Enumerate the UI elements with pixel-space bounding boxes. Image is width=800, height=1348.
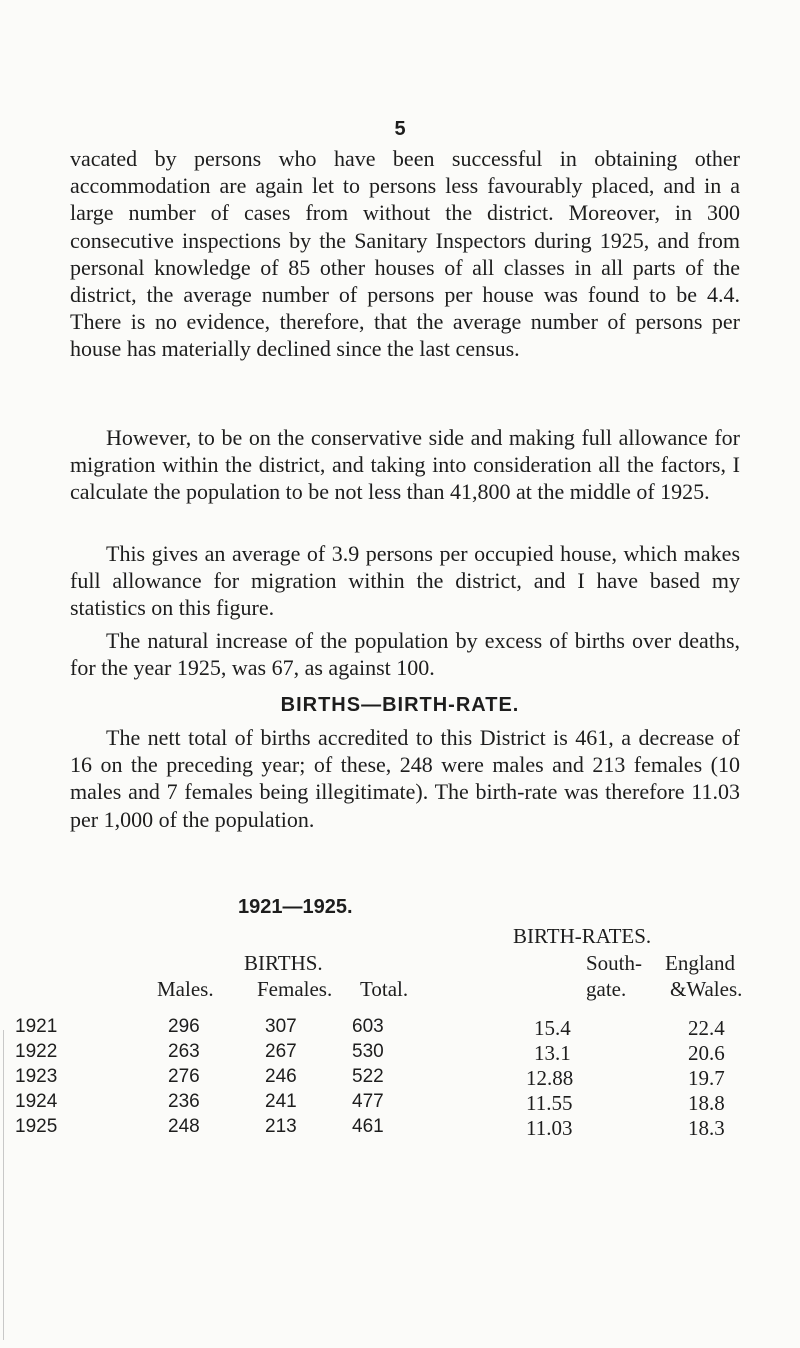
row-southgate-rate: 13.1: [534, 1041, 571, 1065]
row-males: 296: [168, 1016, 200, 1037]
row-females: 213: [265, 1116, 297, 1137]
row-england-rate: 18.3: [688, 1116, 725, 1140]
row-males: 248: [168, 1116, 200, 1137]
col-males: Males.: [157, 977, 214, 1001]
row-males: 276: [168, 1066, 200, 1087]
row-southgate-rate: 11.55: [526, 1091, 573, 1115]
row-southgate-rate: 11.03: [526, 1116, 573, 1140]
section-heading: BIRTHS—BIRTH-RATE.: [280, 694, 520, 716]
row-year: 1923: [15, 1066, 58, 1087]
page-number: 5: [394, 118, 406, 140]
row-total: 530: [352, 1041, 384, 1062]
paragraph-natural-increase: The natural increase of the population by excess of births over deaths, for the year 1925, was 67, as against 100.: [70, 628, 740, 681]
col-females: Females.: [257, 977, 333, 1001]
col-southgate-line2: gate.: [586, 977, 627, 1001]
row-year: 1924: [15, 1091, 58, 1112]
paragraph-population-density: vacated by persons who have been successful in obtaining other accommodation are again let to persons less favourably placed, and in a large number of cases from without the district. Moreover, in 300 consecutive inspections by the Sanitary Inspectors during 1925, and from personal knowledge of 85 other houses of all classes in all parts of the district, the average number of persons per house was found to be 4.4. There is no evidence, therefore, that the average number of persons per house has materially declined since the last census.: [70, 146, 740, 362]
col-england-line2: &Wales.: [670, 977, 743, 1001]
col-england-line1: England: [665, 951, 735, 975]
row-england-rate: 18.8: [688, 1091, 725, 1115]
row-southgate-rate: 12.88: [526, 1066, 574, 1090]
page-edge-mark: [3, 1030, 4, 1340]
row-total: 477: [352, 1091, 384, 1112]
row-year: 1922: [15, 1041, 58, 1062]
col-southgate-line1: South-: [586, 951, 643, 975]
col-total: Total.: [360, 977, 409, 1001]
row-total: 522: [352, 1066, 384, 1087]
row-england-rate: 19.7: [688, 1066, 725, 1090]
row-males: 236: [168, 1091, 200, 1112]
paragraph-births-summary: The nett total of births accredited to this District is 461, a decrease of 16 on the preceding year; of these, 248 were males and 213 females (10 males and 7 females being illegitimate). The birth-rate was therefore 11.03 per 1,000 of the population.: [70, 725, 740, 832]
row-england-rate: 20.6: [688, 1041, 725, 1065]
row-year: 1925: [15, 1116, 58, 1137]
births-header: BIRTHS.: [244, 951, 323, 975]
row-females: 246: [265, 1066, 297, 1087]
row-females: 307: [265, 1016, 297, 1037]
row-england-rate: 22.4: [688, 1016, 725, 1040]
paragraph-population-estimate: However, to be on the conservative side and making full allowance for migration within the district, and taking into consideration all the factors, I calculate the population to be not less than 41,800 at the middle of 1925.: [70, 425, 740, 505]
row-females: 241: [265, 1091, 297, 1112]
row-females: 267: [265, 1041, 297, 1062]
paragraph-average-persons: This gives an average of 3.9 persons per occupied house, which makes full allowance for migration within the district, and I have based my statistics on this figure.: [70, 541, 740, 621]
row-year: 1921: [15, 1016, 58, 1037]
row-males: 263: [168, 1041, 200, 1062]
row-southgate-rate: 15.4: [534, 1016, 571, 1040]
row-total: 603: [352, 1016, 384, 1037]
row-total: 461: [352, 1116, 384, 1137]
rates-header: BIRTH-RATES.: [513, 924, 652, 948]
table-period: 1921—1925.: [238, 896, 353, 918]
